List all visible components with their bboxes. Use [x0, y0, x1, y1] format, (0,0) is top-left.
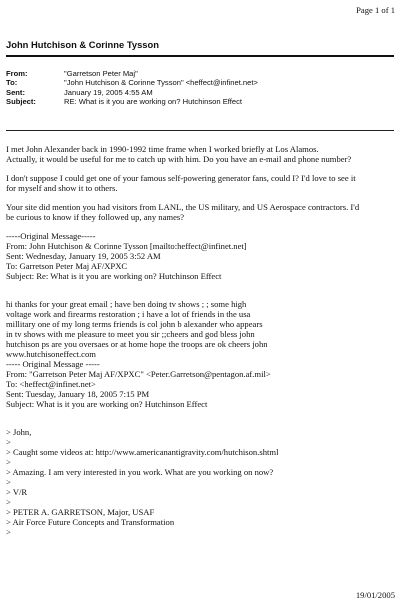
body-line: >: [6, 477, 11, 487]
meta-from-value: "Garretson Peter Maj": [64, 69, 138, 78]
email-body: [6, 144, 396, 537]
blank-line: [6, 164, 396, 173]
body-line: I don't suppose I could get one of your famous self-powering generator fans, could I? I'd love to see it: [6, 173, 356, 183]
blank-line: [6, 290, 396, 299]
body-line: I met John Alexander back in 1990-1992 time frame when I worked briefly at Los Alamos.: [6, 144, 319, 154]
body-line: To: Garretson Peter Maj AF/XPXC: [6, 261, 128, 271]
meta-sent-value: January 19, 2005 4:55 AM: [64, 87, 153, 97]
meta-sent-row: [6, 88, 258, 97]
body-line: >: [6, 437, 11, 447]
blank-line: [6, 409, 396, 418]
body-line: To: <heffect@infinet.net>: [6, 379, 96, 389]
body-line: voltage work and firearms restoration ; i have a lot of friends in the usa: [6, 309, 251, 319]
meta-sent-label: Sent:: [6, 87, 25, 97]
meta-subject-row: [6, 97, 258, 106]
body-line: millitary one of my long terms friends is col john b alexander who appears: [6, 319, 263, 329]
body-line: in tv shows with me pleasure to meet you sir ;;cheers and god bless john: [6, 329, 255, 339]
body-line: Subject: What is it you are working on? Hutchinson Effect: [6, 399, 208, 409]
body-line: > Amazing. I am very interested in you work. What are you working on now?: [6, 467, 274, 477]
email-meta: [6, 69, 258, 107]
body-line: www.hutchisoneffect.com: [6, 349, 96, 359]
body-line: > PETER A. GARRETSON, Major, USAF: [6, 507, 155, 517]
body-line: >: [6, 497, 11, 507]
blank-line: [6, 418, 396, 427]
blank-line: [6, 281, 396, 290]
blank-line: [6, 193, 396, 202]
body-line: Sent: Tuesday, January 18, 2005 7:15 PM: [6, 389, 150, 399]
body-line: ----- Original Message -----: [6, 359, 100, 369]
body-line: From: John Hutchison & Corinne Tysson [mailto:heffect@infinet.net]: [6, 241, 247, 251]
meta-subject-value: RE: What is it you are working on? Hutchinson Effect: [64, 97, 242, 107]
body-line: be curious to know if they followed up, any names?: [6, 212, 185, 222]
body-line: > John,: [6, 427, 32, 437]
meta-from-row: [6, 69, 258, 78]
body-line: Sent: Wednesday, January 19, 2005 3:52 AM: [6, 251, 161, 261]
meta-to-row: [6, 78, 258, 87]
meta-to-value: "John Hutchison & Corinne Tysson" <heffect@infinet.net>: [64, 78, 258, 88]
header-rule: [6, 55, 394, 57]
meta-subject-label: Subject:: [6, 97, 36, 107]
body-line: From: "Garretson Peter Maj AF/XPXC" <Peter.Garretson@pentagon.af.mil>: [6, 369, 271, 379]
blank-line: [6, 222, 396, 231]
body-line: > V/R: [6, 487, 28, 497]
meta-rule: [6, 130, 394, 131]
body-line: > Caught some videos at: http://www.americanantigravity.com/hutchison.shtml: [6, 447, 279, 457]
body-line: >: [6, 527, 11, 537]
page-number: Page 1 of 1: [356, 5, 395, 15]
email-header-names: John Hutchison & Corinne Tysson: [6, 39, 159, 50]
body-line: Actually, it would be useful for me to catch up with him. Do you have an e-mail and phone number?: [6, 154, 352, 164]
footer-date: 19/01/2005: [355, 590, 395, 600]
body-line: hutchison ps are you oversaes or at home hope the troops are ok cheers john: [6, 339, 268, 349]
body-line: Your site did mention you had visitors from LANL, the US military, and US Aerospace contractors. I'd: [6, 202, 360, 212]
body-line: for myself and show it to others.: [6, 183, 118, 193]
meta-from-label: From:: [6, 69, 28, 78]
body-line: Subject: Re: What is it you are working on? Hutchinson Effect: [6, 271, 222, 281]
body-line: -----Original Message-----: [6, 231, 96, 241]
body-line: > Air Force Future Concepts and Transformation: [6, 517, 175, 527]
meta-to-label: To:: [6, 78, 18, 88]
body-line: hi thanks for your great email ; have ben doing tv shows ; ; some high: [6, 299, 247, 309]
body-line: >: [6, 457, 11, 467]
